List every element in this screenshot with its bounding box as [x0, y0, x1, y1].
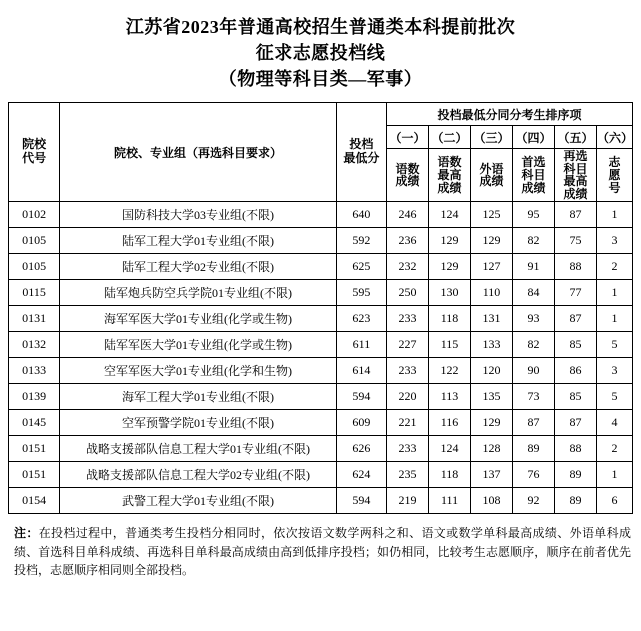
header-roman-1: （一）: [387, 126, 429, 149]
cell-code: 0131: [9, 306, 60, 332]
header-sub-6-b: 愿: [608, 167, 621, 182]
document-title: [8, 14, 633, 92]
header-school-code: [9, 103, 60, 202]
cell-min: 623: [336, 306, 386, 332]
header-roman-6: （六）: [597, 126, 633, 149]
cell-s5: 87: [555, 306, 597, 332]
header-min-score-line1: 投档: [349, 137, 374, 152]
cell-s6: 4: [597, 410, 633, 436]
header-sub-5-d: 成绩: [563, 186, 588, 201]
title-line-1: 江苏省2023年普通高校招生普通类本科提前批次: [125, 17, 516, 37]
header-roman-4: （四）: [513, 126, 555, 149]
cell-s2: 122: [429, 358, 471, 384]
cell-s4: 76: [513, 462, 555, 488]
cell-min: 595: [336, 280, 386, 306]
cell-min: 625: [336, 254, 386, 280]
cell-s3: 125: [471, 202, 513, 228]
table-row: [9, 410, 633, 436]
header-roman-2: （二）: [429, 126, 471, 149]
cell-s6: 1: [597, 280, 633, 306]
cell-s6: 1: [597, 462, 633, 488]
header-sub-6: [597, 149, 633, 202]
cell-s1: 250: [387, 280, 429, 306]
cell-s5: 87: [555, 202, 597, 228]
cell-s4: 82: [513, 332, 555, 358]
table-row: [9, 384, 633, 410]
cell-name: 陆军工程大学02专业组(不限): [60, 254, 337, 280]
cell-s5: 88: [555, 254, 597, 280]
cell-name: 空军军医大学01专业组(化学和生物): [60, 358, 337, 384]
table-row: [9, 462, 633, 488]
header-sub-2-a: 语数: [437, 155, 462, 170]
cell-name: 陆军炮兵防空兵学院01专业组(不限): [60, 280, 337, 306]
cell-min: 611: [336, 332, 386, 358]
cell-s1: 246: [387, 202, 429, 228]
cell-s3: 127: [471, 254, 513, 280]
cell-s5: 85: [555, 384, 597, 410]
cell-s4: 91: [513, 254, 555, 280]
table-body: [9, 202, 633, 514]
footnote: [14, 524, 631, 580]
title-line-2: 征求志愿投档线: [255, 43, 386, 64]
header-sub-1-a: 语数: [395, 161, 420, 176]
cell-code: 0132: [9, 332, 60, 358]
header-school-code-line1: 院校: [22, 137, 47, 152]
header-min-score: [336, 103, 386, 202]
cell-s1: 221: [387, 410, 429, 436]
cell-s1: 233: [387, 358, 429, 384]
cell-s4: 73: [513, 384, 555, 410]
header-sub-1: [387, 149, 429, 202]
cell-s1: 236: [387, 228, 429, 254]
cell-s2: 116: [429, 410, 471, 436]
cell-s3: 129: [471, 228, 513, 254]
cell-code: 0102: [9, 202, 60, 228]
cell-min: 609: [336, 410, 386, 436]
cell-code: 0105: [9, 228, 60, 254]
header-sub-1-b: 成绩: [395, 174, 420, 189]
footnote-text: 在投档过程中，普通类考生投档分相同时，依次按语文数学两科之和、语文或数学单科最高成绩、外语单科成绩、首选科目单科成绩、再选科目单科最高成绩由高到低排序投档；如仍相同，比较考生志愿顺序，顺序在前者优先投档，志愿顺序相同则全部投档。: [14, 526, 631, 578]
cell-s2: 124: [429, 202, 471, 228]
cell-s4: 95: [513, 202, 555, 228]
header-sub-6-a: 志: [608, 155, 621, 170]
cell-name: 战略支援部队信息工程大学02专业组(不限): [60, 462, 337, 488]
header-sub-5-b: 科目: [563, 161, 588, 176]
header-sub-5-c: 最高: [563, 174, 588, 189]
table-row: [9, 202, 633, 228]
cell-name: 战略支援部队信息工程大学01专业组(不限): [60, 436, 337, 462]
cell-s6: 2: [597, 254, 633, 280]
cell-name: 国防科技大学03专业组(不限): [60, 202, 337, 228]
header-sub-4: [513, 149, 555, 202]
admission-score-table: [8, 102, 633, 514]
cell-min: 626: [336, 436, 386, 462]
cell-s1: 233: [387, 306, 429, 332]
cell-s2: 118: [429, 462, 471, 488]
header-sub-2-b: 最高: [437, 167, 462, 182]
cell-s3: 120: [471, 358, 513, 384]
cell-s6: 3: [597, 358, 633, 384]
cell-s3: 129: [471, 410, 513, 436]
cell-s3: 131: [471, 306, 513, 332]
table-row: [9, 436, 633, 462]
cell-min: 594: [336, 488, 386, 514]
header-sub-3: [471, 149, 513, 202]
cell-code: 0151: [9, 462, 60, 488]
cell-s5: 87: [555, 410, 597, 436]
cell-s2: 111: [429, 488, 471, 514]
header-roman-3: （三）: [471, 126, 513, 149]
cell-s3: 108: [471, 488, 513, 514]
cell-s5: 77: [555, 280, 597, 306]
header-row-group: [9, 103, 633, 126]
cell-s2: 129: [429, 228, 471, 254]
header-roman-5: （五）: [555, 126, 597, 149]
header-min-score-line2: 最低分: [343, 151, 380, 166]
cell-s3: 137: [471, 462, 513, 488]
cell-s6: 5: [597, 332, 633, 358]
cell-s2: 115: [429, 332, 471, 358]
header-sub-2-c: 成绩: [437, 180, 462, 195]
cell-code: 0115: [9, 280, 60, 306]
cell-s6: 1: [597, 202, 633, 228]
header-sub-4-b: 科目: [521, 167, 546, 182]
cell-s2: 124: [429, 436, 471, 462]
table-row: [9, 332, 633, 358]
cell-s3: 128: [471, 436, 513, 462]
header-sub-4-a: 首选: [521, 155, 546, 170]
cell-s2: 130: [429, 280, 471, 306]
cell-s4: 82: [513, 228, 555, 254]
cell-code: 0139: [9, 384, 60, 410]
cell-min: 592: [336, 228, 386, 254]
table-row: [9, 228, 633, 254]
cell-s1: 235: [387, 462, 429, 488]
cell-code: 0145: [9, 410, 60, 436]
cell-min: 614: [336, 358, 386, 384]
header-sub-2: [429, 149, 471, 202]
cell-s2: 129: [429, 254, 471, 280]
table-row: [9, 358, 633, 384]
cell-code: 0154: [9, 488, 60, 514]
cell-s4: 93: [513, 306, 555, 332]
cell-s5: 85: [555, 332, 597, 358]
cell-code: 0133: [9, 358, 60, 384]
cell-s6: 3: [597, 228, 633, 254]
table-row: [9, 280, 633, 306]
cell-s6: 1: [597, 306, 633, 332]
cell-min: 594: [336, 384, 386, 410]
table-row: [9, 254, 633, 280]
cell-s6: 5: [597, 384, 633, 410]
cell-name: 陆军军医大学01专业组(化学或生物): [60, 332, 337, 358]
cell-s2: 118: [429, 306, 471, 332]
cell-s5: 88: [555, 436, 597, 462]
cell-s5: 75: [555, 228, 597, 254]
cell-s3: 110: [471, 280, 513, 306]
cell-name: 海军军医大学01专业组(化学或生物): [60, 306, 337, 332]
cell-code: 0105: [9, 254, 60, 280]
cell-name: 海军工程大学01专业组(不限): [60, 384, 337, 410]
title-line-3: （物理等科目类—军事）: [218, 69, 423, 90]
header-school-code-line2: 代号: [22, 151, 47, 166]
header-school-name: 院校、专业组（再选科目要求）: [60, 103, 337, 202]
table-header: [9, 103, 633, 202]
header-sub-3-a: 外语: [479, 161, 504, 176]
header-sub-4-c: 成绩: [521, 180, 546, 195]
cell-name: 武警工程大学01专业组(不限): [60, 488, 337, 514]
cell-min: 624: [336, 462, 386, 488]
header-sub-5-a: 再选: [563, 149, 588, 164]
cell-s4: 84: [513, 280, 555, 306]
cell-min: 640: [336, 202, 386, 228]
cell-s4: 89: [513, 436, 555, 462]
cell-name: 陆军工程大学01专业组(不限): [60, 228, 337, 254]
cell-s1: 227: [387, 332, 429, 358]
cell-s4: 87: [513, 410, 555, 436]
cell-s4: 92: [513, 488, 555, 514]
cell-s4: 90: [513, 358, 555, 384]
cell-name: 空军预警学院01专业组(不限): [60, 410, 337, 436]
cell-s1: 219: [387, 488, 429, 514]
header-sub-3-b: 成绩: [479, 174, 504, 189]
cell-s6: 6: [597, 488, 633, 514]
cell-s5: 86: [555, 358, 597, 384]
cell-s1: 232: [387, 254, 429, 280]
table-row: [9, 306, 633, 332]
header-tiebreak-group: 投档最低分同分考生排序项: [387, 103, 633, 126]
cell-s2: 113: [429, 384, 471, 410]
header-sub-6-c: 号: [608, 180, 621, 195]
header-sub-5: [555, 149, 597, 202]
cell-s1: 233: [387, 436, 429, 462]
table-row: [9, 488, 633, 514]
cell-s1: 220: [387, 384, 429, 410]
footnote-label: 注：: [14, 526, 39, 541]
cell-s5: 89: [555, 462, 597, 488]
cell-s3: 133: [471, 332, 513, 358]
cell-s6: 2: [597, 436, 633, 462]
cell-s5: 89: [555, 488, 597, 514]
cell-code: 0151: [9, 436, 60, 462]
cell-s3: 135: [471, 384, 513, 410]
